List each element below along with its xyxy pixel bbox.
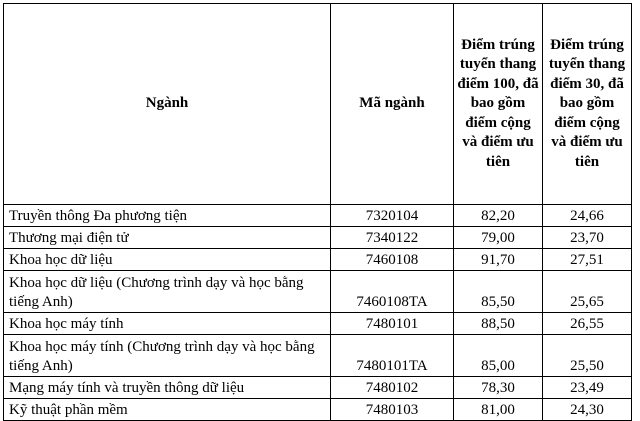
major-name: Khoa học dữ liệu (Chương trình dạy và học bằng tiếng Anh) (4, 271, 331, 313)
score-30: 23,70 (543, 227, 632, 249)
table-row (4, 271, 632, 313)
score-30: 27,51 (543, 249, 632, 271)
score-100: 91,70 (454, 249, 543, 271)
table-row (4, 313, 632, 335)
major-name: Thương mại điện tử (4, 227, 331, 249)
table-header-row (4, 4, 632, 205)
score-100: 85,00 (454, 335, 543, 377)
score-30: 25,65 (543, 271, 632, 313)
score-100: 78,30 (454, 377, 543, 399)
score-100: 81,00 (454, 399, 543, 421)
major-code: 7460108TA (331, 271, 454, 313)
major-code: 7480101TA (331, 335, 454, 377)
major-name: Truyền thông Đa phương tiện (4, 205, 331, 227)
major-code: 7460108 (331, 249, 454, 271)
table-row (4, 249, 632, 271)
score-100: 88,50 (454, 313, 543, 335)
score-100: 82,20 (454, 205, 543, 227)
table-row (4, 227, 632, 249)
major-name: Khoa học máy tính (4, 313, 331, 335)
major-code: 7340122 (331, 227, 454, 249)
major-name: Kỹ thuật phần mềm (4, 399, 331, 421)
major-code: 7480103 (331, 399, 454, 421)
header-code: Mã ngành (331, 4, 454, 205)
admission-scores-table (3, 3, 632, 421)
major-name: Khoa học máy tính (Chương trình dạy và học bằng tiếng Anh) (4, 335, 331, 377)
score-100: 85,50 (454, 271, 543, 313)
score-30: 24,66 (543, 205, 632, 227)
score-30: 25,50 (543, 335, 632, 377)
major-name: Mạng máy tính và truyền thông dữ liệu (4, 377, 331, 399)
table-row (4, 377, 632, 399)
major-code: 7320104 (331, 205, 454, 227)
score-30: 26,55 (543, 313, 632, 335)
major-code: 7480101 (331, 313, 454, 335)
score-30: 24,30 (543, 399, 632, 421)
table-row (4, 399, 632, 421)
header-score-30: Điểm trúng tuyển thang điểm 30, đã bao gồm điểm cộng và điểm ưu tiên (543, 4, 632, 205)
header-score-100: Điểm trúng tuyển thang điểm 100, đã bao gồm điểm cộng và điểm ưu tiên (454, 4, 543, 205)
major-name: Khoa học dữ liệu (4, 249, 331, 271)
table-row (4, 335, 632, 377)
major-code: 7480102 (331, 377, 454, 399)
header-major: Ngành (4, 4, 331, 205)
score-100: 79,00 (454, 227, 543, 249)
table-row (4, 205, 632, 227)
score-30: 23,49 (543, 377, 632, 399)
